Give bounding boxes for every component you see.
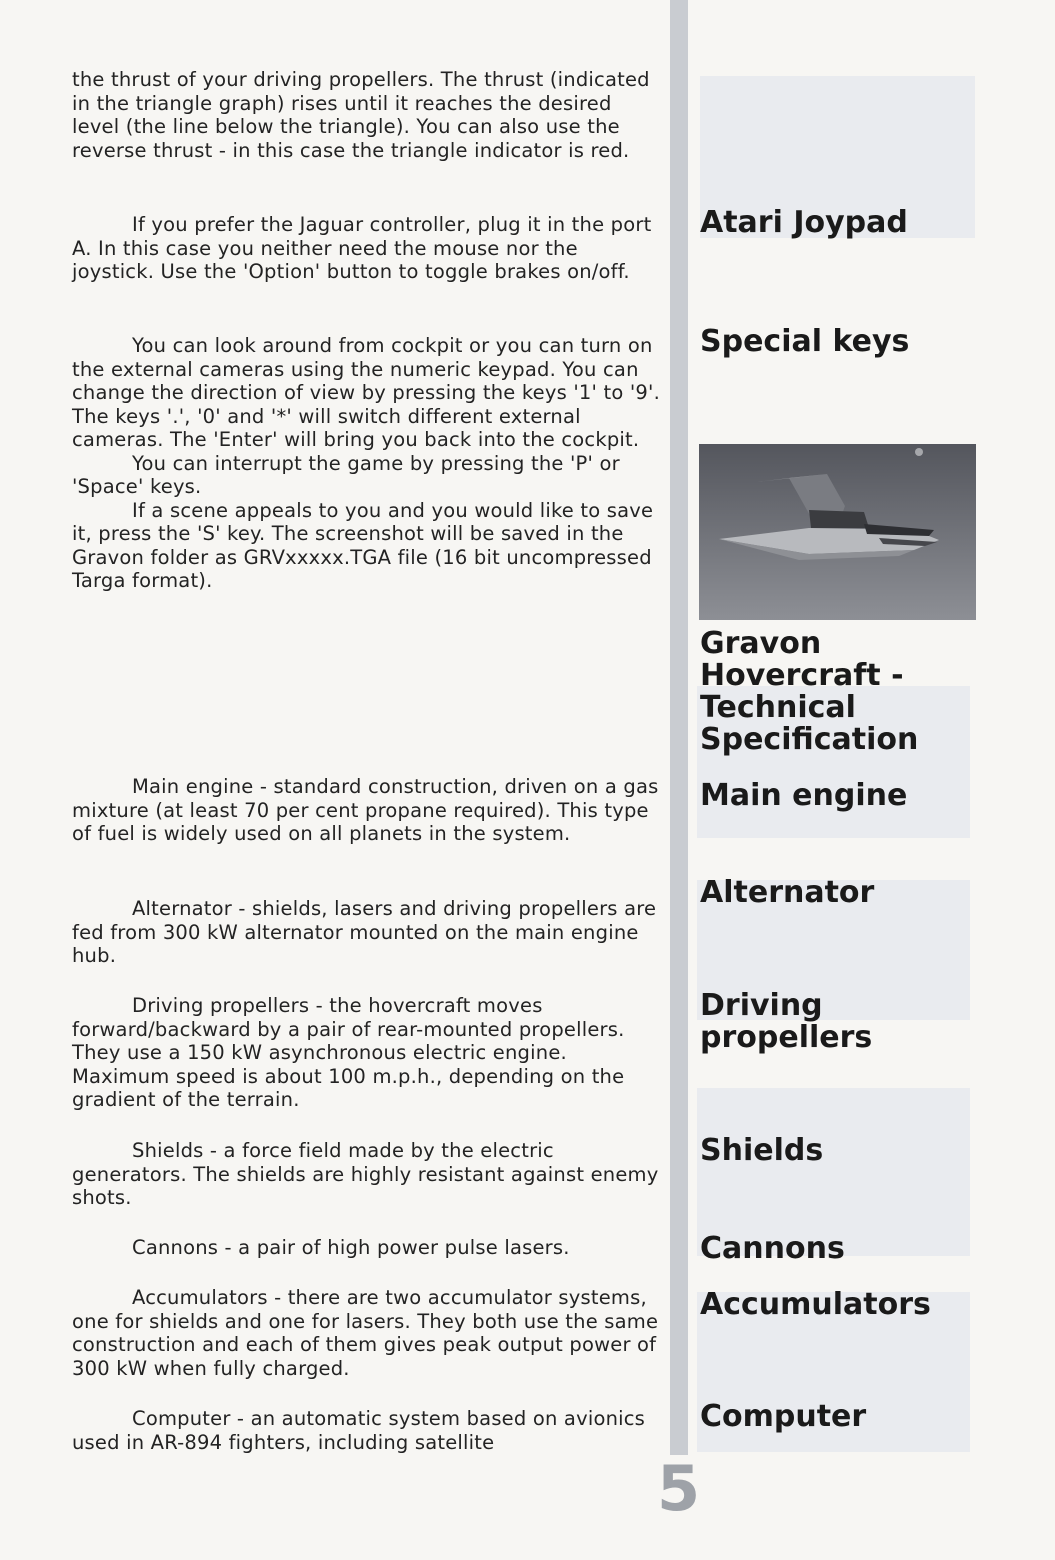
heading-computer: Computer xyxy=(700,1399,867,1434)
heading-main-engine: Main engine xyxy=(700,778,908,813)
paragraph-main-engine: Main engine - standard construction, driven on a gas mixture (at least 70 per cent propane required). This type of fuel is widely used on all planets in the system. xyxy=(72,775,659,845)
body-paragraph xyxy=(72,1139,664,1210)
body-paragraph xyxy=(72,1236,664,1260)
heading-cannons: Cannons xyxy=(700,1231,845,1266)
paragraph-shields: Shields - a force field made by the electric generators. The shields are highly resistant against enemy shots. xyxy=(72,1139,659,1209)
body-paragraph xyxy=(72,897,664,968)
paragraph-cameras: You can look around from cockpit or you can turn on the external cameras using the numeric keypad. You can change the direction of view by pressing the keys '1' to '9'. The keys '.', '0' and '*' will switch different external cameras. The 'Enter' will bring you back into the cockpit. xyxy=(72,334,660,451)
page-number: 5 xyxy=(657,1452,701,1525)
heading-shields: Shields xyxy=(700,1133,824,1168)
body-paragraph xyxy=(72,1286,664,1380)
paragraph-pause: You can interrupt the game by pressing the 'P' or 'Space' keys. xyxy=(72,451,620,498)
body-paragraph xyxy=(72,1407,664,1454)
body-paragraph xyxy=(72,213,664,284)
heading-alternator: Alternator xyxy=(700,875,875,910)
body-paragraph xyxy=(72,68,664,162)
paragraph-cannons: Cannons - a pair of high power pulse lasers. xyxy=(132,1236,570,1259)
paragraph-driving-propellers: Driving propellers - the hovercraft moves forward/backward by a pair of rear-mounted propellers. They use a 150 kW asynchronous electric engine. Maximum speed is about 100 m.p.h., depending on the gradient of the terrain. xyxy=(72,994,625,1111)
paragraph-screenshot: If a scene appeals to you and you would like to save it, press the 'S' key. The screenshot will be saved in the Gravon folder as GRVxxxxx.TGA file (16 bit uncompressed Targa format). xyxy=(72,498,654,592)
heading-atari-joypad: Atari Joypad xyxy=(700,205,908,240)
body-paragraph xyxy=(72,994,664,1112)
heading-driving-propellers: Driving propellers xyxy=(700,988,873,1055)
paragraph-accumulators: Accumulators - there are two accumulator systems, one for shields and one for lasers. They both use the same construction and each of them gives peak output power of 300 kW when fully charged. xyxy=(72,1286,659,1380)
paragraph-computer: Computer - an automatic system based on avionics used in AR-894 fighters, including satellite xyxy=(72,1407,646,1454)
hovercraft-image xyxy=(699,444,976,620)
paragraph-jaguar: If you prefer the Jaguar controller, plug it in the port A. In this case you neither need the mouse nor the joystick. Use the 'Option' button to toggle brakes on/off. xyxy=(72,213,652,283)
heading-accumulators: Accumulators xyxy=(700,1287,931,1322)
paragraph-alternator: Alternator - shields, lasers and driving propellers are fed from 300 kW alternator mounted on the main engine hub. xyxy=(72,897,657,967)
vertical-divider-bar xyxy=(670,0,688,1455)
body-paragraph xyxy=(72,334,664,593)
body-paragraph xyxy=(72,775,664,846)
heading-special-keys: Special keys xyxy=(700,324,910,359)
heading-gravon-hovercraft-spec: Gravon Hovercraft - Technical Specification xyxy=(700,626,919,757)
paragraph-thrust: the thrust of your driving propellers. The thrust (indicated in the triangle graph) rises until it reaches the desired level (the line below the triangle). You can also use the reverse thrust - in this case the triangle indicator is red. xyxy=(72,68,650,162)
